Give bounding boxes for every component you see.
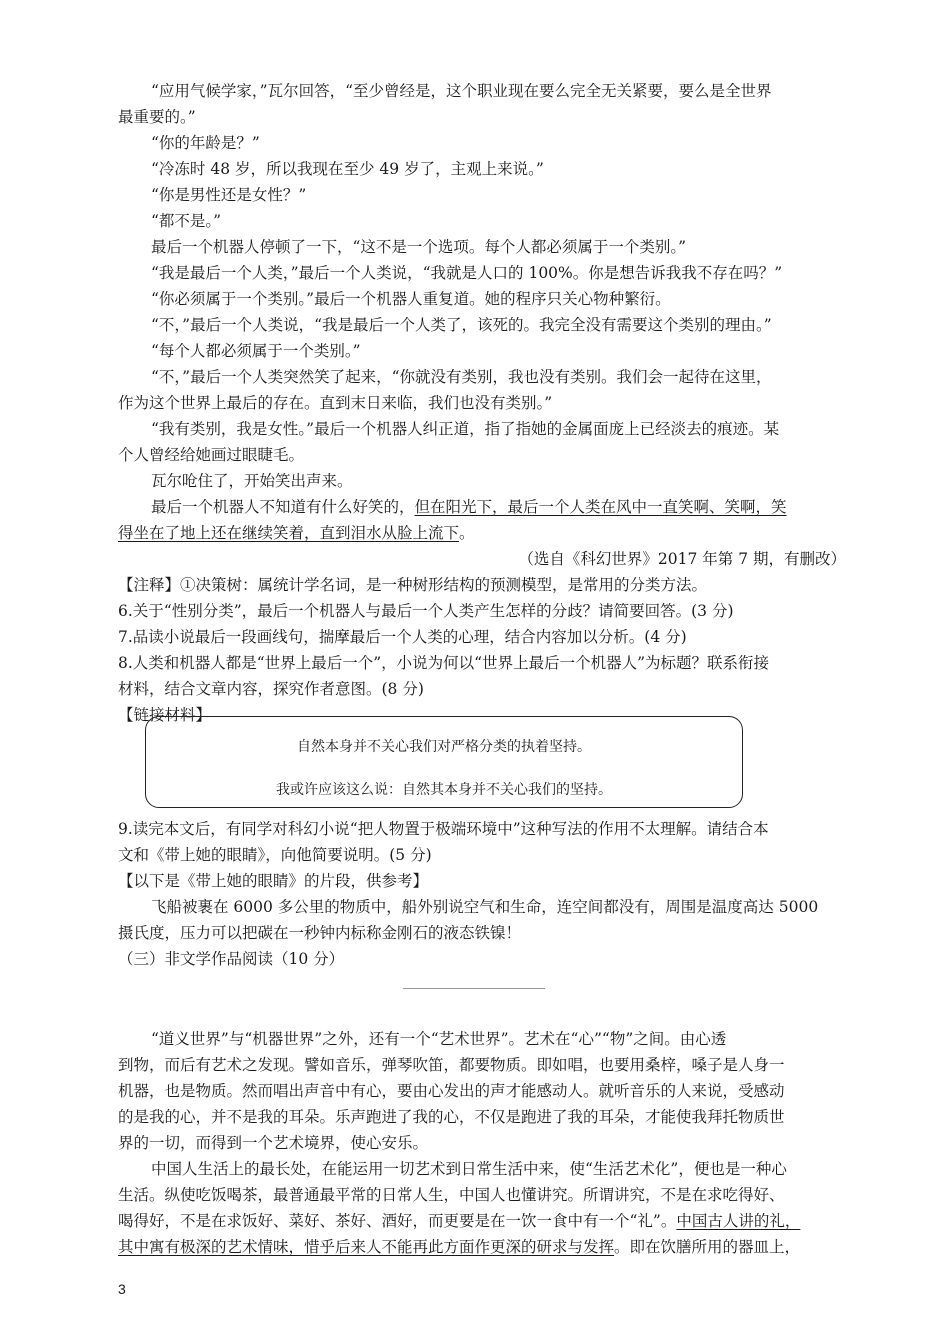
- story-line: “不，”最后一个人类突然笑了起来，“你就没有类别，我也没有类别。我们会一起待在这里，: [151, 368, 772, 386]
- question-8-cont: 材料，结合文章内容，探究作者意图。(8 分): [118, 680, 424, 698]
- story-line: “我是最后一个人类，”最后一个人类说，“我就是人口的 100%。你是想告诉我我不存在吗？”: [151, 264, 783, 282]
- underlined-sentence: 其中寓有极深的艺术情味，惜乎后来人不能再此方面作更深的研求与发挥: [118, 1238, 615, 1256]
- last-paragraph-line: [118, 494, 846, 520]
- story-line: “你是男性还是女性？”: [151, 186, 307, 204]
- link-material-line: 我或许应该这么说：自然其本身并不关心我们的坚持。: [276, 782, 612, 798]
- question-9-cont: 文和《带上她的眼睛》，向他简要说明。(5 分): [118, 846, 432, 864]
- essay-line: 到物，而后有艺术之发现。譬如音乐，弹琴吹笛，都要物质。即如唱，也要用桑梓，嗓子是人身一: [118, 1056, 785, 1074]
- essay-line: 的是我的心，并不是我的耳朵。乐声跑进了我的心，不仅是跑进了我的耳朵，才能使我拜托物质世: [118, 1108, 785, 1126]
- story-line: “冷冻时 48 岁，所以我现在至少 49 岁了，主观上来说。”: [151, 160, 544, 178]
- story-line: “应用气候学家，”瓦尔回答，“至少曾经是，这个职业现在要么完全无关紧要，要么是全世界: [151, 82, 772, 100]
- underlined-sentence: 但在阳光下，最后一个人类在风中一直笑啊、笑啊，笑: [414, 498, 787, 516]
- essay-line: “道义世界”与“机器世界”之外，还有一个“艺术世界”。艺术在“心”“物”之间。由心透: [151, 1030, 727, 1048]
- annotation-note: 【注释】①决策树：属统计学名词，是一种树形结构的预测模型，是常用的分类方法。: [118, 576, 708, 594]
- story-section: [118, 78, 846, 728]
- essay-line: 机器，也是物质。然而唱出声音中有心，要由心发出的声才能感动人。就听音乐的人来说，受感动: [118, 1082, 785, 1100]
- link-material-box: [145, 716, 743, 808]
- story-line: 瓦尔呛住了，开始笑出声来。: [151, 472, 353, 490]
- essay-line: 生活。纵使吃饭喝茶，最普通最平常的日常人生，中国人也懂讲究。所谓讲究，不是在求吃得好、: [118, 1186, 785, 1204]
- essay-text: 。即在饮膳所用的器皿上，: [614, 1238, 801, 1256]
- last-paragraph-line: [118, 520, 846, 546]
- story-line: “不，”最后一个人类说，“我是最后一个人类了，该死的。我完全没有需要这个类别的理由。”: [151, 316, 772, 334]
- link-material-line: 自然本身并不关心我们对严格分类的执着坚持。: [297, 739, 591, 755]
- essay-text: 喝得好，不是在求饭好、菜好、茶好、酒好，而更要是在一饮一食中有一个“礼”。: [118, 1212, 677, 1230]
- story-line: 最重要的。”: [118, 108, 196, 126]
- underlined-sentence: 得坐在了地上还在继续笑着，直到泪水从脸上流下: [118, 524, 460, 542]
- essay-line: 中国人生活上的最长处，在能运用一切艺术到日常生活中来，使“生活艺术化”，便也是一种心: [151, 1160, 787, 1178]
- question-8: 8.人类和机器人都是“世界上最后一个”，小说为何以“世界上最后一个机器人”为标题？联系衔接: [118, 654, 769, 672]
- story-line: “我有类别，我是女性。”最后一个机器人纠正道，指了指她的金属面庞上已经淡去的痕迹。某: [151, 420, 780, 438]
- essay-line: [118, 1208, 846, 1234]
- divider-line: [403, 988, 545, 989]
- essay-line: 界的一切，而得到一个艺术境界，使心安乐。: [118, 1134, 429, 1152]
- story-line: “你必须属于一个类别。”最后一个机器人重复道。她的程序只关心物种繁衍。: [151, 290, 671, 308]
- story-line: “你的年龄是？”: [151, 134, 260, 152]
- essay-section: [118, 1026, 846, 1260]
- underlined-sentence: 中国古人讲的礼，: [676, 1212, 801, 1230]
- questions-section: [118, 816, 846, 972]
- story-line: “每个人都必须属于一个类别。”: [151, 342, 361, 360]
- reference-label: 【以下是《带上她的眼睛》的片段，供参考】: [118, 872, 429, 890]
- reference-excerpt: 摄氏度，压力可以把碳在一秒钟内标称金刚石的液态铁镍！: [118, 924, 522, 942]
- story-line: 个人曾经给她画过眼睫毛。: [118, 446, 305, 464]
- story-line: 最后一个机器人停顿了一下，“这不是一个选项。每个人都必须属于一个类别。”: [151, 238, 687, 256]
- last-paragraph-text: 。: [459, 524, 475, 542]
- link-material-label: 【链接材料】: [118, 706, 212, 724]
- question-7: 7.品读小说最后一段画线句，揣摩最后一个人类的心理，结合内容加以分析。(4 分): [118, 628, 687, 646]
- page-number: 3: [118, 1281, 126, 1297]
- reference-excerpt: 飞船被裹在 6000 多公里的物质中，船外别说空气和生命，连空间都没有，周围是温度高达 5000: [151, 898, 819, 916]
- story-line: “都不是。”: [151, 212, 222, 230]
- section-heading: （三）非文学作品阅读（10 分）: [118, 950, 345, 968]
- question-6: 6.关于“性别分类”，最后一个机器人与最后一个人类产生怎样的分歧？请简要回答。(3 分): [118, 602, 734, 620]
- essay-line: [118, 1234, 846, 1260]
- question-9: 9.读完本文后，有同学对科幻小说“把人物置于极端环境中”这种写法的作用不太理解。请结合本: [118, 820, 769, 838]
- story-line: 作为这个世界上最后的存在。直到末日来临，我们也没有类别。”: [118, 394, 553, 412]
- source-citation: （选自《科幻世界》2017 年第 7 期，有删改）: [518, 550, 846, 568]
- last-paragraph-text: 最后一个机器人不知道有什么好笑的，: [151, 498, 415, 516]
